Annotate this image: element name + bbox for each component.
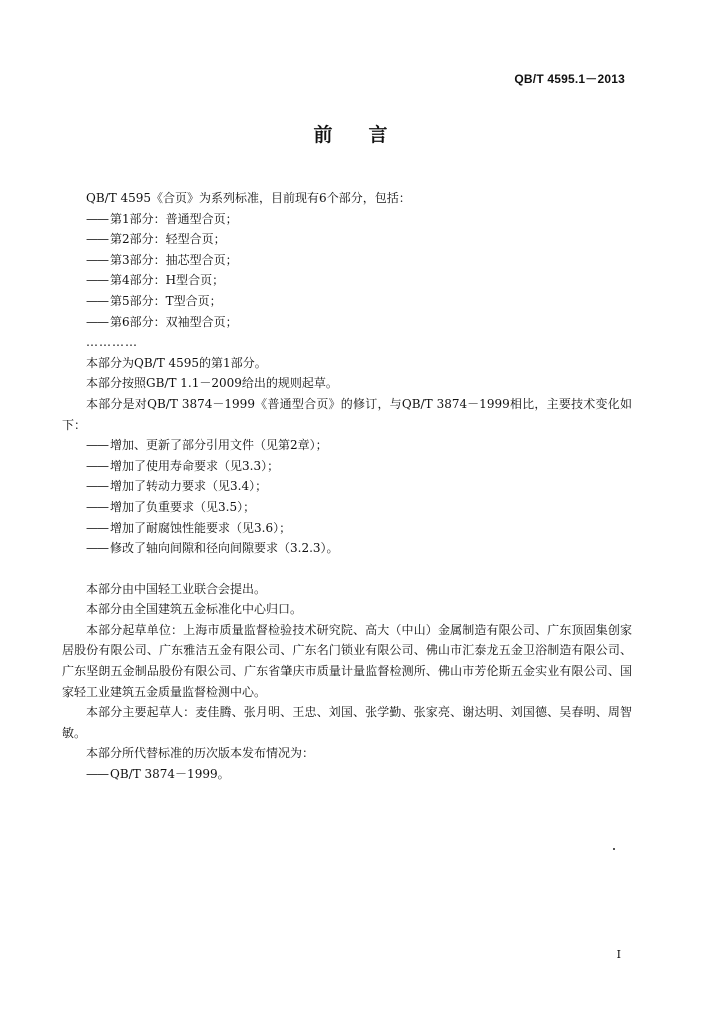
replaced-history-paragraph: 本部分所代替标准的历次版本发布情况为：	[86, 746, 315, 761]
drafting-units-paragraph: 本部分起草单位：上海市质量监督检验技术研究院、高大（中山）金属制造有限公司、广东顶固集创家居股份有限公司、广东雅洁五金有限公司、广东名门锁业有限公司、佛山市汇泰龙五金卫浴制造有限公司、广东坚朗五金制品股份有限公司、广东省肇庆市质量计量监督检测所、佛山市芳伦斯五金实业有限公司、国家轻工业建筑五金质量监督检测中心。	[62, 622, 632, 699]
standard-number: QB/T 4595.1－2013	[514, 72, 625, 86]
dash-marker: ——	[86, 520, 108, 535]
scan-speck	[613, 848, 615, 850]
drafters-paragraph: 本部分主要起草人：麦佳腾、张月明、王忠、刘国、张学勤、张家亮、谢达明、刘国德、吴春明、周智敏。	[62, 705, 632, 740]
change-text: 修改了轴向间隙和径向间隙要求（3.2.3）。	[110, 541, 339, 556]
part-list-item	[62, 270, 632, 291]
change-list-item	[62, 538, 632, 559]
dash-marker: ——	[86, 273, 108, 288]
part-text: 第5部分：T型合页；	[110, 293, 222, 308]
ellipsis: …………	[86, 335, 138, 350]
part-text: 第3部分：抽芯型合页；	[110, 252, 238, 267]
dash-marker: ——	[86, 479, 108, 494]
dash-marker: ——	[86, 438, 108, 453]
page-title	[0, 120, 701, 147]
title-char-1: 前	[313, 124, 333, 146]
dash-marker: ——	[86, 767, 108, 782]
part-list-item	[62, 209, 632, 230]
part-list-item	[62, 229, 632, 250]
change-text: 增加了耐腐蚀性能要求（见3.6）；	[110, 520, 292, 535]
dash-marker: ——	[86, 314, 108, 329]
intro-paragraph: QB/T 4595《合页》为系列标准，目前现有6个部分，包括：	[86, 191, 411, 205]
history-text: QB/T 3874－1999。	[110, 767, 230, 782]
part-list-item	[62, 291, 632, 312]
dash-marker: ——	[86, 458, 108, 473]
change-list-item	[62, 476, 632, 497]
change-list-item	[62, 435, 632, 456]
change-text: 增加、更新了部分引用文件（见第2章）；	[110, 438, 328, 453]
dash-marker: ——	[86, 541, 108, 556]
dash-marker: ——	[86, 499, 108, 514]
drafting-rules-paragraph: 本部分按照GB/T 1.1－2009给出的规则起草。	[86, 376, 338, 391]
revision-paragraph: 本部分是对QB/T 3874－1999《普通型合页》的修订，与QB/T 3874－1999相比，主要技术变化如下：	[62, 396, 632, 432]
part-list-item	[62, 250, 632, 271]
change-list-item	[62, 456, 632, 477]
part-text: 第1部分：普通型合页；	[110, 211, 238, 226]
change-list-item	[62, 497, 632, 518]
title-char-2: 言	[368, 124, 388, 146]
page-number: I	[616, 948, 621, 961]
history-list-item	[62, 764, 632, 785]
part-of-paragraph: 本部分为QB/T 4595的第1部分。	[86, 355, 267, 370]
dash-marker: ——	[86, 252, 108, 267]
foreword-content	[62, 188, 632, 785]
dash-marker: ——	[86, 293, 108, 308]
dash-marker: ——	[86, 232, 108, 247]
part-text: 第6部分：双袖型合页；	[110, 314, 238, 329]
change-list-item	[62, 518, 632, 539]
dash-marker: ——	[86, 211, 108, 226]
change-text: 增加了负重要求（见3.5）；	[110, 499, 256, 514]
part-text: 第4部分：H型合页；	[110, 273, 225, 288]
change-text: 增加了转动力要求（见3.4）；	[110, 479, 268, 494]
part-text: 第2部分：轻型合页；	[110, 232, 226, 247]
managed-by-paragraph: 本部分由全国建筑五金标准化中心归口。	[86, 602, 303, 617]
change-text: 增加了使用寿命要求（见3.3）；	[110, 458, 280, 473]
proposed-by-paragraph: 本部分由中国轻工业联合会提出。	[86, 581, 267, 596]
part-list-item	[62, 312, 632, 333]
